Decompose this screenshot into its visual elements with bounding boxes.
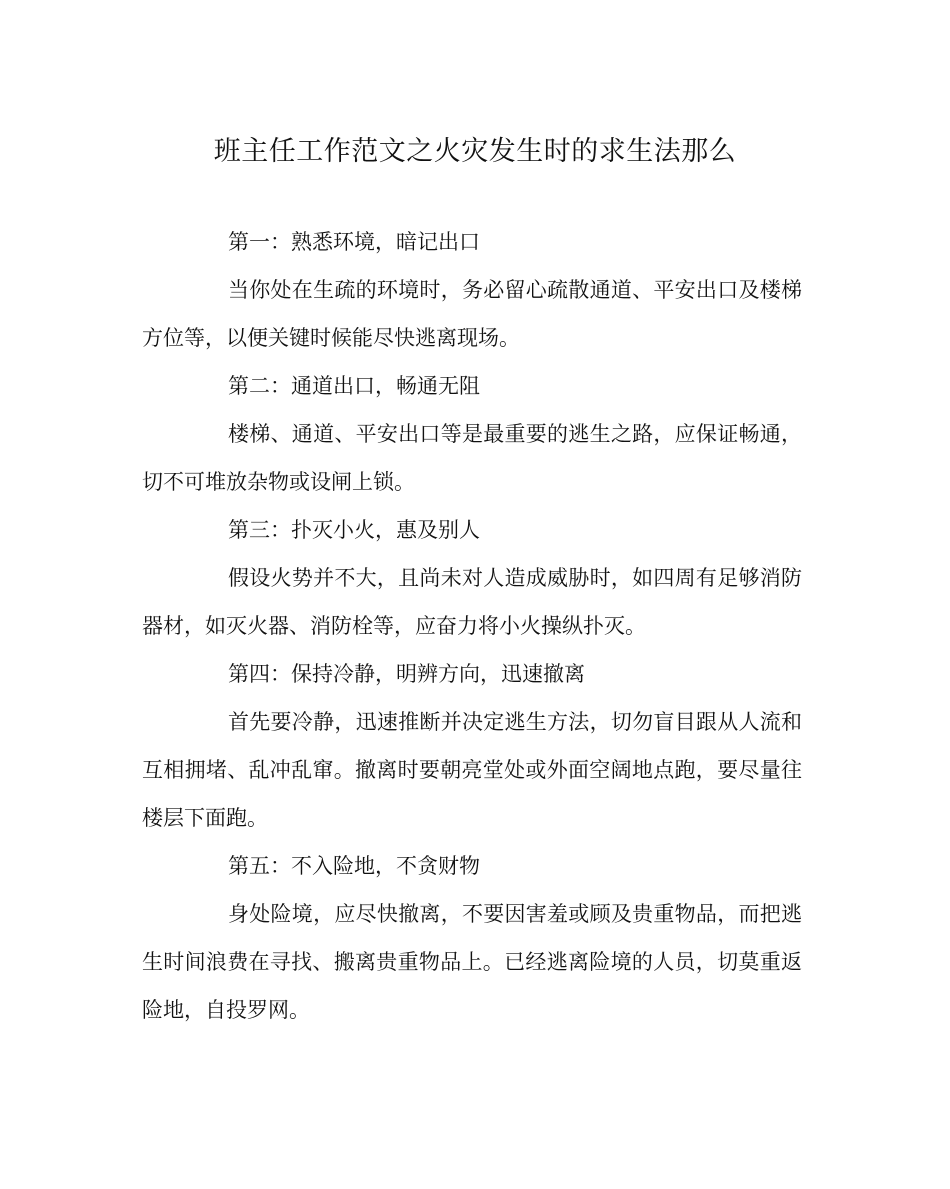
section-body-4: 首先要冷静，迅速推断并决定逃生方法，切勿盲目跟从人流和互相拥堵、乱冲乱窜。撤离时要朝亮堂处或外面空阔地点跑，要尽量往楼层下面跑。	[142, 710, 802, 830]
section-body-3: 假设火势并不大，且尚未对人造成威胁时，如四周有足够消防器材，如灭火器、消防栓等，应奋力将小火操纵扑灭。	[142, 566, 802, 638]
section-body-5: 身处险境，应尽快撤离，不要因害羞或顾及贵重物品，而把逃生时间浪费在寻找、搬离贵重物品上。已经逃离险境的人员，切莫重返险地，自投罗网。	[142, 902, 802, 1022]
section-body-1: 当你处在生疏的环境时，务必留心疏散通道、平安出口及楼梯方位等，以便关键时候能尽快逃离现场。	[142, 278, 802, 350]
document-body	[142, 218, 802, 1034]
section-heading-3: 第三：扑灭小火，惠及别人	[228, 518, 480, 542]
section-body-2: 楼梯、通道、平安出口等是最重要的逃生之路，应保证畅通，切不可堆放杂物或设闸上锁。	[142, 422, 802, 494]
document-title: 班主任工作范文之火灾发生时的求生法那么	[213, 136, 737, 167]
section-heading-2: 第二：通道出口，畅通无阻	[228, 374, 480, 398]
section-heading-5: 第五：不入险地，不贪财物	[228, 854, 480, 878]
section-heading-4: 第四：保持冷静，明辨方向，迅速撤离	[228, 662, 585, 686]
section-heading-1: 第一：熟悉环境，暗记出口	[228, 230, 480, 254]
